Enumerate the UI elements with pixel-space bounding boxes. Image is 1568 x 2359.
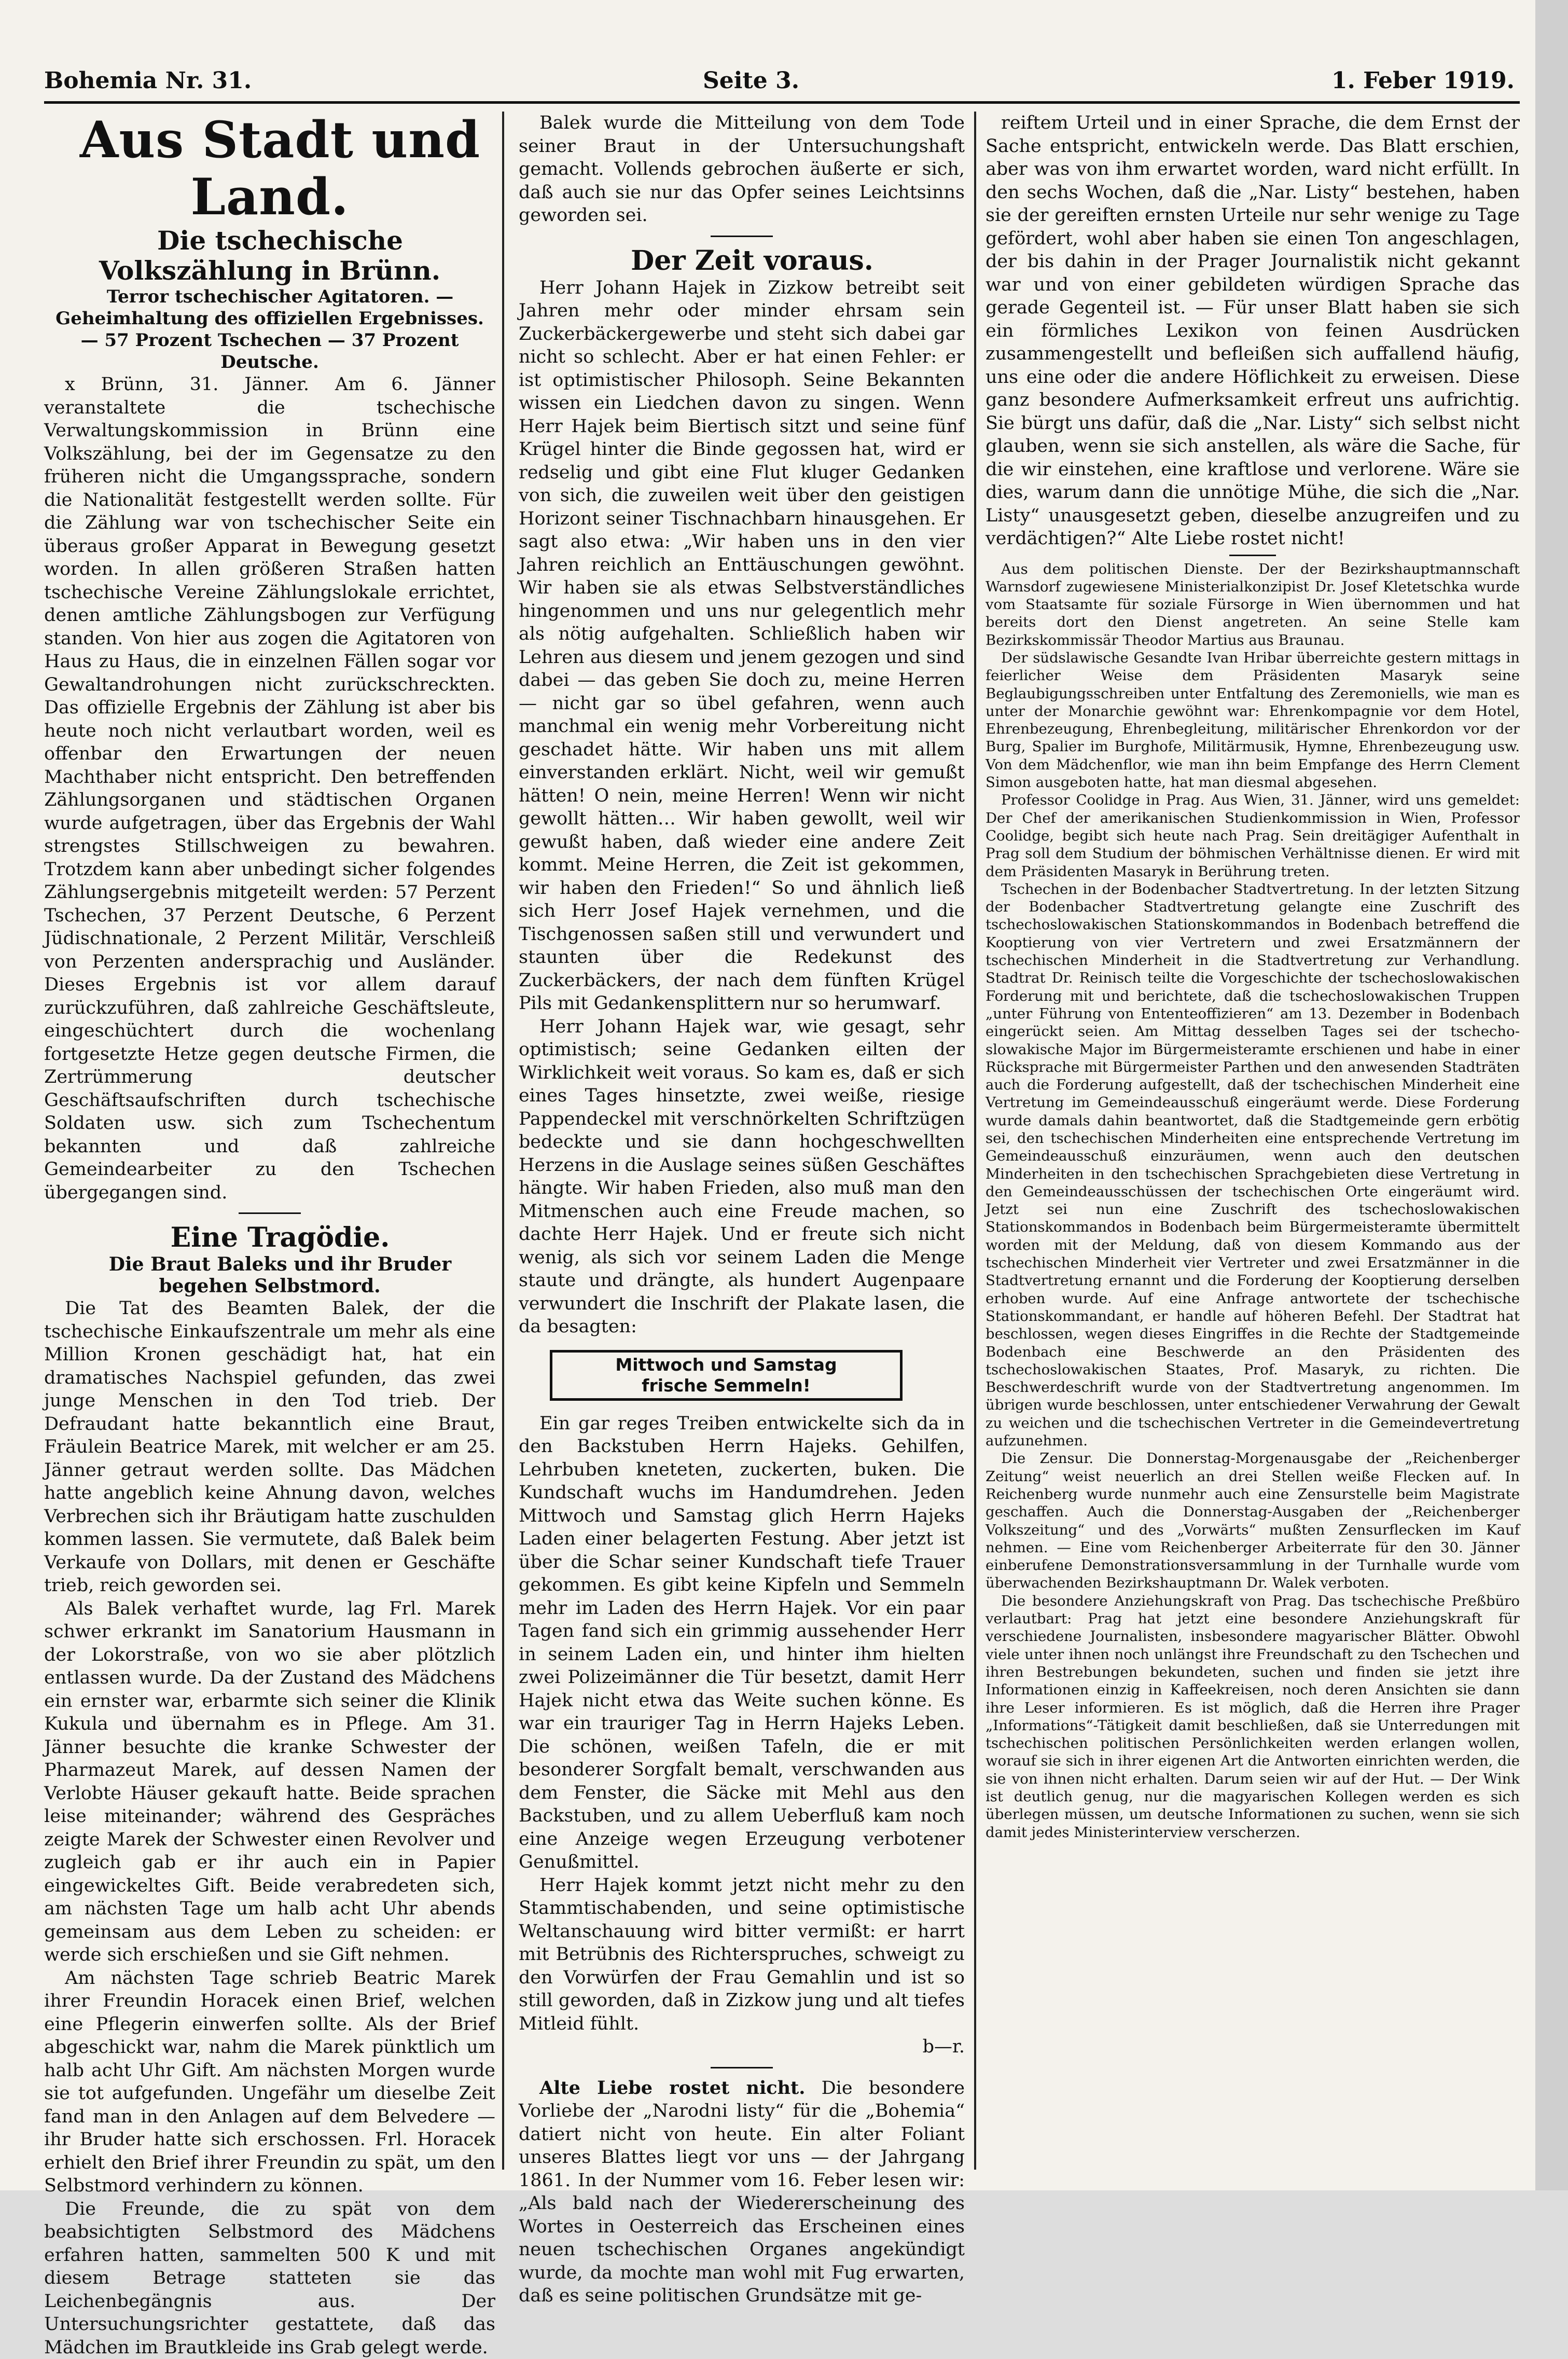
article-paragraph: Balek wurde die Mitteilung von dem Tode seiner Braut in der Untersuchungshaft gemacht. Vollends gebrochen äußerte er sich, daß auch sie nur das Opfer seines Leichtsinns geworden sei.: [519, 112, 965, 227]
column-divider: [502, 112, 504, 2170]
article-paragraph: Ein gar reges Treiben entwickelte sich da in den Backstuben Herrn Hajeks. Gehilfen, Lehrbuben kneteten, zuckerten, buken. Die Kundschaft wuchs im Handumdrehen. Jeden Mittwoch und Samstag glich Herrn Hajeks Laden einer belagerten Festung. Aber jetzt ist über die Schar seiner Kundschaft tiefe Trauer gekommen. Es gibt keine Kipfeln und Semmeln mehr im Laden des Herrn Hajek. Vor ein paar Tagen fand sich ein grimmig aussehender Herr in seinem Laden ein, und hinter ihm hielten zwei Polizeimänner die Tür besetzt, damit Herr Hajek nicht etwa das Weite suchen könne. Es war ein trauriger Tag in Herrn Hajeks Leben. Die schönen, weißen Tafeln, die er mit besonderer Sorgfalt bemalt, verschwanden aus dem Fenster, die Säcke mit Mehl aus den Backstuben, und zu allem Ueberfluß kam noch eine Anzeige wegen Erzeugung verbotener Genußmittel.: [519, 1412, 965, 1874]
article-title: Die tschechische Volkszählung in Brünn.: [44, 226, 495, 286]
article-paragraph: Die Tat des Beamten Balek, der die tschechische Einkaufszentrale um mehr als eine Million Kronen geschädigt hat, hat ein dramatisches Nachspiel gefunden, das zwei junge Menschen in den Tod trieb. Der Defraudant hatte bekanntlich eine Braut, Fräulein Beatrice Marek, mit welcher er am 25. Jänner getraut werden sollte. Das Mädchen hatte angeblich keine Ahnung davon, welches Verbrechen sich ihr Bräutigam hatte zuschulden kommen lassen. Sie vermutete, daß Balek beim Verkaufe von Dollars, mit denen er Geschäfte trieb, reich geworden sei.: [44, 1297, 495, 1597]
separator: [239, 1212, 301, 1214]
article-paragraph: x Brünn, 31. Jänner. Am 6. Jänner veranstaltete die tschechische Verwaltungskommission in Brünn eine Volkszählung, bei der im Gegensatze zu den früheren nicht die Umgangssprache, sondern die Nationalität festgestellt werden sollte. Für die Zählung war von tschechischer Seite ein überaus großer Apparat in Bewegung gesetzt worden. In allen größeren Straßen hatten tschechische Vereine Zählungslokale errichtet, denen amtliche Zählungsbogen zur Verfügung standen. Von hier aus zogen die Agitatoren von Haus zu Haus, die in einzelnen Fällen sogar vor Gewaltandrohungen nicht zurückschreckten. Das offizielle Ergebnis der Zählung ist aber bis heute noch nicht verlautbart worden, weil es offenbar den Erwartungen der neuen Machthaber nicht entspricht. Den betreffenden Zählungsorganen und städtischen Organen wurde aufgetragen, über das Ergebnis der Wahl strengstes Stillschweigen zu bewahren. Trotzdem kann aber unbedingt sicher folgendes Zählungsergebnis mitgeteilt werden: 57 Perzent Tschechen, 37 Perzent Deutsche, 6 Perzent Jüdischnationale, 2 Perzent Militär, Verschleiß von Perzenten andersprachig und Ausländer. Dieses Ergebnis ist vor allem darauf zurückzuführen, daß zahlreiche Geschäftsleute, eingeschüchtert durch die wochenlang fortgesetzte Hetze gegen deutsche Firmen, die Zertrümmerung deutscher Geschäftsaufschriften durch tschechische Soldaten usw. sich zum Tschechentum bekannten und daß zahlreiche Gemeindearbeiter zu den Tschechen übergegangen sind.: [44, 373, 495, 1204]
header-issue: Bohemia Nr. 31.: [44, 67, 252, 94]
ad-line: frische Semmeln!: [557, 1375, 896, 1396]
article-paragraph: Als Balek verhaftet wurde, lag Frl. Marek schwer erkrankt im Sanatorium Hausmann in der Lokorstraße, von wo sie aber plötzlich entlassen wurde. Da der Zustand des Mädchens ein ernster war, erbarmte sich seiner die Klinik Kukula und übernahm es in Pflege. Am 31. Jänner besuchte die kranke Schwester der Pharmazeut Marek, auf dessen Namen der Verlobte Häuser gekauft hatte. Beide sprachen leise miteinander; während des Gespräches zeigte Marek der Schwester einen Revolver und zugleich gab er ihr auch ein in Papier eingewickeltes Gift. Beide verabredeten sich, am nächsten Tage um halb acht Uhr abends gemeinsam aus dem Leben zu scheiden: er werde sich erschießen und sie Gift nehmen.: [44, 1597, 495, 1967]
column-2: [519, 112, 965, 2170]
advertisement-box: [550, 1350, 903, 1401]
news-item: Die besondere Anziehungskraft von Prag. Das tschechische Preßbüro verlautbart: Prag hat jetzt eine besondere Anziehungskraft für verschiedene Journalisten, insbesondere magyarischer Blätter. Obwohl viele unter ihnen noch unlängst ihre Freundschaft zu den Tschechen und ihren Bestrebungen bekundeten, suchen und finden sie jetzt ihre Informationen einzig in Kaffeekreisen, noch deren Ansichten sie dann ihre Leser informieren. Es ist möglich, daß die Herren ihre Prager „Informations“-Tätigkeit damit beschließen, daß sie Unterredungen mit tschechischen politischen Persönlichkeiten werden erlangen wollen, worauf sie sich in ihrer eigenen Art die Antworten einrichten werden, die sie von ihnen nicht erhalten. Darum seien wir auf der Hut. — Der Wink ist deutlich genug, nur die magyarischen Kollegen werden es sich überlegen müssen, um deutsche Informationen zu suchen, wenn sie sich damit jedes Ministerinterview verscherzen.: [986, 1592, 1520, 1841]
header-date: 1. Feber 1919.: [1331, 67, 1515, 94]
author-signature: b—r.: [519, 2035, 965, 2059]
article-paragraph: reiftem Urteil und in einer Sprache, die dem Ernst der Sache entspricht, entwickeln werde. Das Blatt erschien, aber was von ihm erwartet worden, ward nicht erfüllt. In den sechs Wochen, daß die „Nar. Listy“ bestehen, haben sie der gereiften ernsten Urteile nur sehr wenige zu Tage gefördert, wohl aber haben sie einen Ton angeschlagen, der bis dahin in der Prager Journalistik nicht gekannt war und von einer gebildeten würdigen Sprache das gerade Gegenteil ist. — Für unser Blatt haben sie sich ein förmliches Lexikon von feinen Ausdrücken zusammengestellt und befleißen sich auffallend häufig, uns eine oder die andere Höflichkeit zu erweisen. Diese ganz besondere Aufmerksamkeit erfreut uns aufrichtig. Sie bürgt uns dafür, daß die „Nar. Listy“ sich selbst nicht glauben, wenn sie sich anstellen, als wäre die Sache, für die wir einstehen, eine kraftlose und verlorene. Wäre sie dies, warum dann die unnötige Mühe, die sich die „Nar. Listy“ unausgesetzt geben, dieselbe anzugreifen und zu verdächtigen?“ Alte Liebe rostet nicht!: [986, 112, 1520, 550]
news-item: Die Zensur. Die Donnerstag-Morgenausgabe der „Reichenberger Zeitung“ weist neuerlich an drei Stellen weiße Flecken auf. In Reichenberg wurde nunmehr auch eine Zensurstelle beim Magistrate geschaffen. Auch die Donnerstag-Ausgaben der „Reichenberger Volkszeitung“ und des „Vorwärts“ mußten Zensurflecken im Kauf nehmen. — Eine vom Reichenberger Arbeiterrate für den 30. Jänner einberufene Demonstrationsversammlung in der Turnhalle wurde vom überwachenden Bezirkshauptmann Dr. Walek verboten.: [986, 1450, 1520, 1592]
column-divider: [974, 112, 976, 2170]
article-paragraph: Die Freunde, die zu spät von dem beabsichtigten Selbstmord des Mädchens erfahren hatten, sammelten 500 K und mit diesem Betrage statteten sie das Leichenbegängnis aus. Der Untersuchungsrichter gestattete, daß das Mädchen im Brautkleide ins Grab gelegt werde.: [44, 2198, 495, 2359]
article-title: Eine Tragödie.: [44, 1222, 495, 1253]
news-item: Tschechen in der Bodenbacher Stadtvertretung. In der letzten Sitzung der Bodenbacher Stadtvertretung gelangte eine Zuschrift des tschechoslowakischen Stationskommandos in Bodenbach betreffend die Kooptierung von vier Vertretern und zwei Ersatzmännern der tschechischen Minderheit in die Stadtvertretung zur Verhandlung. Stadtrat Dr. Reinisch teilte die Vorgeschichte der tschechoslowakischen Forderung mit und berichtete, daß die tschechoslowakischen Truppen „unter Führung von Ententeoffizieren“ am 13. Dezember in Bodenbach eingerückt seien. Am Mittag desselben Tages sei der tschecho-slowakische Major im Bürgermeisteramte erschienen und habe in einer Rücksprache mit Bürgermeister Parthen und den anwesenden Stadträten auch die Forderung aufgestellt, daß der tschechischen Minderheit eine Vertretung im Gemeindeausschuß eingeräumt werde. Diese Forderung wurde damals dahin beantwortet, daß die Stadtgemeinde gern erbötig sei, den tschechischen Minderheiten eine entsprechende Vertretung im Gemeindeausschuß einzuräumen, wenn auch den deutschen Minderheiten in den tschechischen Sprachgebieten diese Vertretung in den Gemeindeausschüssen der tschechischen Orte eingeräumt wird. Jetzt sei nun eine Zuschrift des tschechoslowakischen Stationskommandos in Bodenbach beim Bürgermeisteramte übermittelt worden mit der Meldung, daß von diesem Kommando aus der tschechischen Minderheit vier Vertreter und zwei Ersatzmänner in die Stadtvertretung ernannt und die Forderung der Kooptierung derselben erhoben wurde. Auf eine Anfrage antwortete der tschechische Stationskommandant, er handle auf höheren Befehl. Der Stadtrat hat beschlossen, wegen dieses Eingriffes in die Rechte der Stadtgemeinde Bodenbach eine Beschwerde an den Präsidenten des tschechoslowakischen Staates, Prof. Masaryk, zu richten. Die Beschwerdeschrift wurde von der Stadtvertretung angenommen. Im übrigen wurde beschlossen, unter entschiedener Verwahrung der Gewalt zu weichen und die tschechischen Vertreter in die Gemeindevertretung aufzunehmen.: [986, 880, 1520, 1450]
article-paragraph: Am nächsten Tage schrieb Beatric Marek ihrer Freundin Horacek einen Brief, welchen eine Pflegerin einwerfen sollte. Als der Brief abgeschickt war, nahm die Marek pünktlich um halb acht Uhr Gift. Am nächsten Morgen wurde sie tot aufgefunden. Ungefähr um dieselbe Zeit fand man in den Anlagen auf dem Belvedere — ihr Bruder hatte sich erschossen. Frl. Horacek erhielt den Brief ihrer Freundin zu spät, um den Selbstmord verhindern zu können.: [44, 1967, 495, 2198]
separator: [711, 236, 773, 237]
news-item: Der südslawische Gesandte Ivan Hribar überreichte gestern mittags in feierlicher Weise dem Präsidenten Masaryk seine Beglaubigungsschreiben unter Entfaltung des Zeremoniells, wie man es unter der Monarchie gewöhnt war: Ehrenkompagnie vor dem Hotel, Ehrenbezeugung, Ehrenbegleitung, militärischer Ehrenkordon vor der Burg, Spalier im Burghofe, Militärmusik, Hymne, Ehrenbezeugung usw. Von dem Mädchenflor, wie man ihn beim Empfange des Herrn Clement Simon ausgeboten hatte, hat man diesmal abgesehen.: [986, 649, 1520, 791]
paragraph-heading: Alte Liebe rostet nicht.: [539, 2077, 805, 2099]
section-title: Aus Stadt und Land.: [44, 112, 495, 226]
header-page-number: Seite 3.: [703, 67, 799, 94]
news-item: Aus dem politischen Dienste. Der der Bezirkshauptmannschaft Warnsdorf zugewiesene Ministerialkonzipist Dr. Josef Kletetschka wurde vom Staatsamte für soziale Fürsorge in Wien übernommen und hat bereits dort den Dienst angetreten. An seine Stelle kam Bezirkskommissär Theodor Martius aus Braunau.: [986, 560, 1520, 649]
article-title: Der Zeit voraus.: [519, 245, 965, 277]
article-paragraph: [519, 2077, 965, 2308]
page-header: [44, 67, 1515, 104]
header-rule: [44, 101, 1520, 104]
scan-edge: [1535, 0, 1568, 2190]
ad-line: Mittwoch und Samstag: [557, 1355, 896, 1375]
article-subtitle: Terror tschechischer Agitatoren. — Geheimhaltung des offiziellen Ergebnisses. — 57 Prozent Tschechen — 37 Prozent Deutsche.: [44, 286, 495, 373]
article-subtitle: Die Braut Baleks und ihr Bruder begehen Selbstmord.: [44, 1253, 495, 1297]
news-item: Professor Coolidge in Prag. Aus Wien, 31. Jänner, wird uns gemeldet: Der Chef der amerikanischen Studienkommission in Wien, Professor Coolidge, begibt sich heute nach Prag. Sein dreitägiger Aufenthalt in Prag soll dem Studium der böhmischen Verhältnisse dienen. Er wird mit dem Präsidenten Masaryk in Berührung treten.: [986, 791, 1520, 880]
column-3: [986, 112, 1520, 2170]
paragraph-text: Die besondere Vorliebe der „Narodni listy“ für die „Bohemia“ datiert nicht von heute. Ein alter Foliant unseres Blattes liegt vor uns — der Jahrgang 1861. In der Nummer vom 16. Feber lesen wir: „Als bald nach der Wiedererscheinung des Wortes in Oesterreich das Erscheinen eines neuen tschechischen Organes angekündigt wurde, da mochte man wohl mit Fug erwarten, daß es seine politischen Grundsätze mit ge-: [519, 2078, 965, 2307]
article-paragraph: Herr Johann Hajek in Zizkow betreibt seit Jahren mehr oder minder ehrsam sein Zuckerbäckergewerbe und steht sich dabei gar nicht so schlecht. Aber er hat einen Fehler: er ist optimistischer Philosoph. Seine Bekannten wissen ein Liedchen davon zu singen. Wenn Herr Hajek beim Biertisch sitzt und seine fünf Krügel hinter die Binde gegossen hat, wird er redselig und gibt eine Flut kluger Gedanken von sich, die zuweilen weit über den geistigen Horizont seiner Tischnachbarn hinausgehen. Er sagt also etwa: „Wir haben uns in den vier Jahren reichlich an Enttäuschungen gewöhnt. Wir haben sie als etwas Selbstverständliches hingenommen und uns nur gelegentlich mehr als nötig aufgehalten. Schließlich haben wir Lehren aus diesem und jenem gezogen und sind dabei — das geben Sie doch zu, meine Herren — nicht gar so übel gefahren, wenn auch manchmal ein wenig mehr Vorbereitung nicht geschadet hätte. Wir haben uns mit allem einverstanden erklärt. Nicht, weil wir gemußt hätten! O nein, meine Herren! Wenn wir nicht gewollt hätten… Wir haben gewollt, weil wir gewußt haben, daß wieder eine andere Zeit kommt. Meine Herren, die Zeit ist gekommen, wir haben den Frieden!“ So und ähnlich ließ sich Herr Josef Hajek vernehmen, und die Tischgenossen saßen still und verwundert und staunten über die Redekunst des Zuckerbäckers, der nach dem fünften Krügel Pils mit Gedankensplittern nur so herumwarf.: [519, 277, 965, 1015]
column-1: [44, 112, 495, 2170]
separator: [1229, 555, 1276, 556]
separator: [711, 2067, 773, 2068]
article-paragraph: Herr Hajek kommt jetzt nicht mehr zu den Stammtischabenden, und seine optimistische Weltanschauung wird bitter vermißt: er harrt mit Betrübnis des Richterspruches, schweigt zu den Vorwürfen der Frau Gemahlin und ist so still geworden, daß in Zizkow jung und alt tiefes Mitleid fühlt.: [519, 1874, 965, 2036]
article-paragraph: Herr Johann Hajek war, wie gesagt, sehr optimistisch; seine Gedanken eilten der Wirklichkeit weit voraus. So kam es, daß er sich eines Tages hinsetzte, zwei weiße, riesige Pappendeckel mit verschnörkelten Schriftzügen bedeckte und sie dann hochgeschwellten Herzens in die Auslage seines süßen Geschäftes hängte. Wir haben Frieden, also muß man den Mitmenschen auch eine Freude machen, so dachte Herr Hajek. Und er freute sich nicht wenig, als sich vor seinem Laden die Menge staute und drängte, als hundert Augenpaare verwundert die Inschrift der Plakate lasen, die da besagten:: [519, 1015, 965, 1339]
